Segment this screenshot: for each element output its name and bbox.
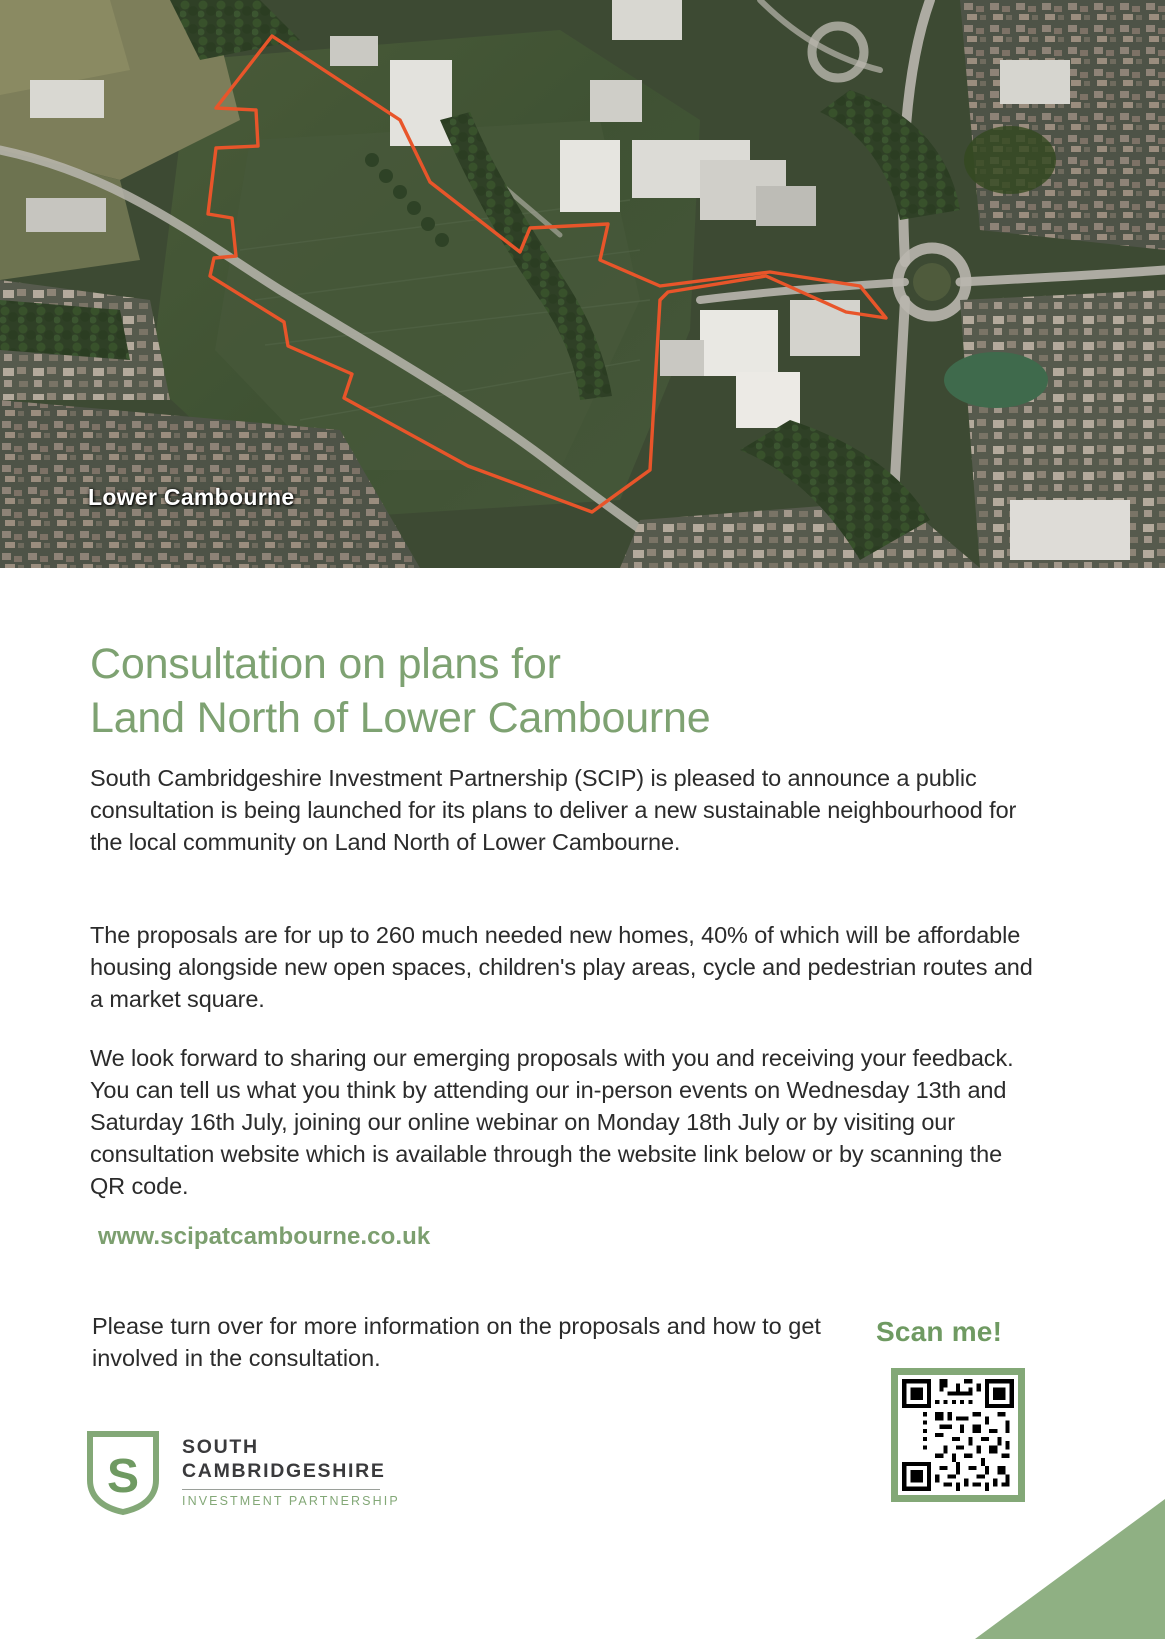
qr-code[interactable] bbox=[891, 1368, 1025, 1502]
turn-over-note: Please turn over for more information on the proposals and how to get involved in the consultation. bbox=[92, 1312, 821, 1371]
events-paragraph: We look forward to sharing our emerging proposals with you and receiving your feedback. You can tell us what you think by attending our in-person events on Wednesday 13th and Saturday 16th July, joining our online webinar on Monday 18th July or by visiting our consultation website which is available through the website link below or by scanning the QR code. bbox=[90, 1044, 1014, 1200]
shield-logo-icon bbox=[86, 1430, 160, 1516]
intro-paragraph: South Cambridgeshire Investment Partnership (SCIP) is pleased to announce a public consultation is being launched for its plans to deliver a new sustainable neighbourhood for the local community on Land North of Lower Cambourne. bbox=[90, 764, 1017, 855]
logo-divider bbox=[182, 1489, 380, 1490]
proposals-paragraph: The proposals are for up to 260 much needed new homes, 40% of which will be affordable housing alongside new open spaces, children's play areas, cycle and pedestrian routes and a market square. bbox=[90, 921, 1033, 1012]
consultation-website-link[interactable]: www.scipatcambourne.co.uk bbox=[98, 1223, 431, 1250]
aerial-map-image bbox=[0, 0, 1165, 568]
map-place-label: Lower Cambourne bbox=[88, 484, 295, 510]
logo-line-south: SOUTH bbox=[182, 1436, 259, 1458]
aerial-map-banner bbox=[0, 0, 1165, 568]
qr-code-image bbox=[898, 1375, 1018, 1495]
logo-wordmark bbox=[182, 1436, 412, 1509]
headline-line-1: Consultation on plans for bbox=[90, 639, 561, 688]
headline-line-2: Land North of Lower Cambourne bbox=[90, 693, 711, 742]
scan-me-label: Scan me! bbox=[876, 1316, 1003, 1347]
scip-logo bbox=[86, 1424, 416, 1524]
page-title bbox=[90, 637, 1050, 745]
svg-text:S: S bbox=[106, 1450, 140, 1503]
logo-line-investment-partnership: INVESTMENT PARTNERSHIP bbox=[182, 1493, 400, 1508]
logo-line-cambridgeshire: CAMBRIDGESHIRE bbox=[182, 1459, 386, 1482]
